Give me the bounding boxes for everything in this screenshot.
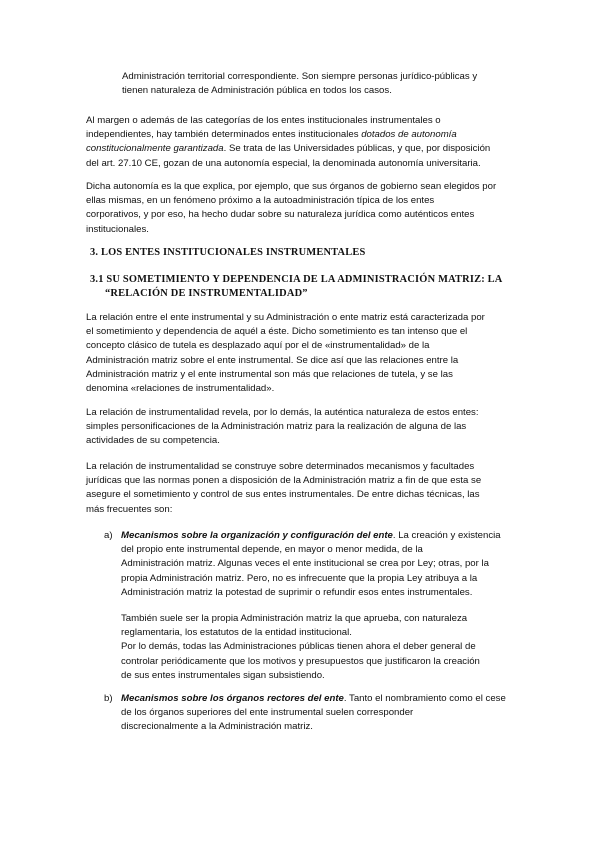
text-line: de sus entes instrumentales sigan subsistiendo. [121, 669, 325, 681]
text-line: tienen naturaleza de Administración pública en todos los casos. [122, 85, 392, 97]
text-line: Administración matriz la potestad de suprimir o refundir esos entes instrumentales. [121, 586, 473, 598]
text-line: También suele ser la propia Administración matriz la que aprueba, con naturaleza [121, 613, 468, 625]
text-line: concepto clásico de tutela es desplazado aquí por el de «instrumentalidad» de la [86, 340, 430, 352]
text-line: Dicha autonomía es la que explica, por ejemplo, que sus órganos de gobierno sean elegidos por [86, 181, 497, 192]
text-line: de los órganos superiores del ente instrumental suelen corresponder [121, 707, 414, 719]
text-line: La relación de instrumentalidad revela, por lo demás, la auténtica naturaleza de estos entes: [86, 407, 479, 418]
text-span: . La creación y existencia [392, 530, 501, 541]
section-heading: 3. LOS ENTES INSTITUCIONALES INSTRUMENTALES [90, 247, 366, 258]
text-line: más frecuentes son: [86, 503, 173, 515]
heading-line: 3.1 SU SOMETIMIENTO Y DEPENDENCIA DE LA ADMINISTRACIÓN MATRIZ: LA [90, 274, 503, 285]
builds-paragraph [86, 460, 514, 517]
text-line: actividades de su competencia. [86, 435, 220, 447]
text-span: . Tanto el nombramiento como el cese [343, 693, 506, 704]
spacer [121, 600, 516, 612]
intro-paragraph [122, 70, 502, 98]
text-line: institucionales. [86, 223, 149, 235]
item-title: Mecanismos sobre los órganos rectores del ente [121, 693, 344, 704]
text-line: el sometimiento y dependencia de aquél a éste. Dicho sometimiento es tan intenso que el [86, 326, 468, 338]
text-line: del art. 27.10 CE, gozan de una autonomía especial, la denominada autonomía universitaria. [86, 157, 481, 169]
text-line: reglamentaria, los estatutos de la entidad institucional. [121, 627, 352, 639]
text-line: ellas mismas, en un fenómeno próximo a la autoadministración típica de los entes [86, 195, 435, 207]
text-span: independientes, hay también determinados entes institucionales [86, 129, 362, 141]
text-line: jurídicas que las normas ponen a disposición de la Administración matriz a fin de que esta se [86, 475, 482, 487]
text-line: Administración matriz sobre el ente instrumental. Se dice así que las relaciones entre la [86, 354, 459, 366]
text-line: discrecionalmente a la Administración matriz. [121, 721, 313, 733]
text-span: . Se trata de las Universidades públicas, y que, por disposición [223, 143, 491, 155]
text-line [121, 692, 516, 706]
text-line: Por lo demás, todas las Administraciones públicas tienen ahora el deber general de [121, 641, 476, 653]
text-line [86, 128, 514, 142]
text-line [86, 142, 514, 156]
text-line: denomina «relaciones de instrumentalidad». [86, 383, 275, 395]
autonomy-paragraph [86, 180, 514, 237]
margin-paragraph [86, 114, 514, 171]
text-line: La relación entre el ente instrumental y su Administración o ente matriz está caracterizada por [86, 312, 485, 323]
text-line: simples personificaciones de la Administración matriz para la realización de alguna de las [86, 421, 467, 433]
relation-paragraph [86, 311, 514, 396]
text-line: corporativos, y por eso, ha hecho dudar sobre su naturaleza jurídica como auténticos entes [86, 209, 475, 221]
list-marker: b) [104, 693, 113, 704]
text-line: Al margen o además de las categorías de los entes institucionales instrumentales o [86, 115, 441, 126]
list-item-body [121, 692, 516, 735]
text-line: Administración matriz y el ente instrumental son más que relaciones de tutela, y se las [86, 368, 453, 380]
text-line: propia Administración matriz. Pero, no es infrecuente que la propia Ley atribuya a la [121, 572, 478, 584]
list-item-body [121, 529, 516, 683]
item-title: Mecanismos sobre la organización y configuración del ente [121, 530, 393, 541]
heading-line: “RELACIÓN DE INSTRUMENTALIDAD” [105, 288, 308, 299]
text-line: asegure el sometimiento y control de sus entes instrumentales. De entre dichas técnicas, las [86, 489, 480, 501]
text-line: controlar periódicamente que los motivos y presupuestos que justificaron la creación [121, 655, 480, 667]
text-line: Administración matriz. Algunas veces el ente institucional se crea por Ley; otras, por la [121, 558, 489, 570]
reveals-paragraph [86, 406, 514, 449]
italic-span: dotados de autonomía [361, 129, 457, 141]
italic-span: constitucionalmente garantizada [86, 143, 224, 155]
list-marker: a) [104, 530, 113, 541]
text-line [121, 529, 516, 543]
text-line: del propio ente instrumental depende, en mayor o menor medida, de la [121, 544, 423, 556]
subsection-heading [90, 273, 503, 301]
text-line: La relación de instrumentalidad se construye sobre determinados mecanismos y facultades [86, 461, 475, 472]
text-line: Administración territorial correspondiente. Son siempre personas jurídico-públicas y [122, 71, 478, 82]
